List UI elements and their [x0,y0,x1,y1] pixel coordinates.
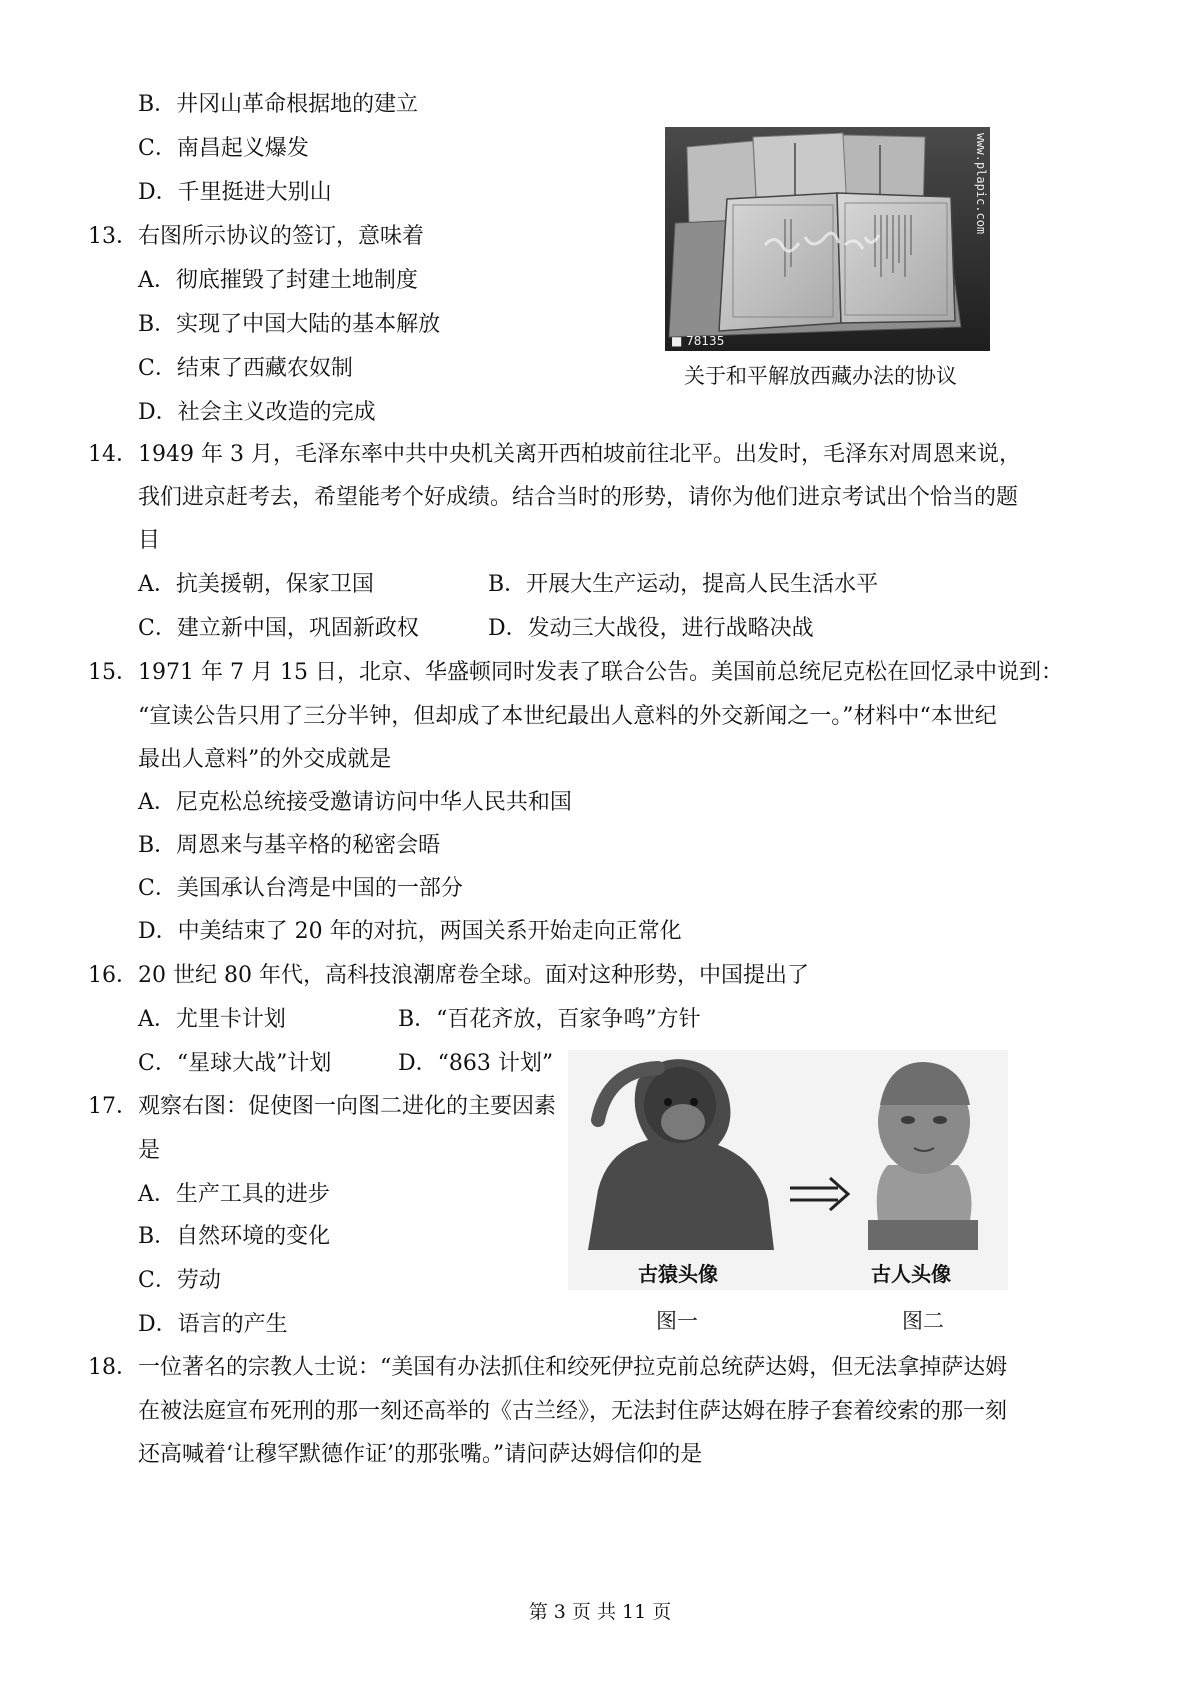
evolution-arrow-icon [790,1178,848,1210]
page-number: 第 3 页 共 11 页 [528,1601,672,1623]
evolution-figure [568,1050,1008,1290]
q13-option-b: B．实现了中国大陆的基本解放 [138,312,441,337]
q17-option-c: C．劳动 [138,1268,221,1293]
q18-stem-line1: 18．一位著名的宗教人士说：“美国有办法抓住和绞死伊拉克前总统萨达姆，但无法拿掉萨达姆 [88,1355,1008,1380]
early-human-bust-illustration [868,1062,978,1250]
q15-stem-line3: 最出人意料”的外交成就是 [138,747,392,772]
q16-option-b: B．“百花齐放，百家争鸣”方针 [398,1007,701,1032]
q13-option-d: D．社会主义改造的完成 [138,400,376,425]
q17-option-d: D．语言的产生 [138,1312,288,1337]
tibet-agreement-photo [665,127,990,351]
q14-option-b: B．开展大生产运动，提高人民生活水平 [488,572,879,597]
q13-stem: 13．右图所示协议的签订，意味着 [88,224,424,249]
q15-option-b: B．周恩来与基辛格的秘密会晤 [138,833,441,858]
q12-option-d: D．千里挺进大别山 [138,180,332,205]
side-watermark: www.plapic.com [974,133,988,235]
photo-id-label: ■ 78135 [671,334,725,348]
q16-option-d: D．“863 计划” [398,1051,554,1076]
tibet-agreement-caption: 关于和平解放西藏办法的协议 [684,364,957,388]
q12-option-c: C．南昌起义爆发 [138,136,309,161]
q17-option-b: B．自然环境的变化 [138,1224,331,1249]
q18-stem-line2: 在被法庭宣布死刑的那一刻还高举的《古兰经》，无法封住萨达姆在脖子套着绞索的那一刻 [138,1399,1008,1424]
q14-stem-line1: 14．1949 年 3 月，毛泽东率中共中央机关离开西柏坡前往北平。出发时，毛泽东对周恩来说， [88,442,1021,467]
q15-stem-line2: “宣读公告只用了三分半钟，但却成了本世纪最出人意料的外交新闻之一。”材料中“本世纪 [138,704,997,729]
q12-option-b: B．井冈山革命根据地的建立 [138,92,419,117]
q14-option-a: A．抗美援朝，保家卫国 [138,572,374,597]
q16-option-a: A．尤里卡计划 [138,1007,286,1032]
figure-one-caption: 图一 [656,1309,698,1333]
q15-option-a: A．尼克松总统接受邀请访问中华人民共和国 [138,790,572,815]
q15-option-d: D．中美结束了 20 年的对抗，两国关系开始走向正常化 [138,919,682,944]
q14-option-c: C．建立新中国，巩固新政权 [138,616,419,641]
q13-option-c: C．结束了西藏农奴制 [138,356,353,381]
q15-stem-line1: 15．1971 年 7 月 15 日，北京、华盛顿同时发表了联合公告。美国前总统尼克松在回忆录中说到： [88,660,1063,685]
q18-stem-line3: 还高喊着‘让穆罕默德作证’的那张嘴。”请问萨达姆信仰的是 [138,1442,703,1467]
ape-head-label: 古猿头像 [638,1262,718,1286]
figure-two-caption: 图二 [902,1309,944,1333]
q16-stem: 16．20 世纪 80 年代，高科技浪潮席卷全球。面对这种形势，中国提出了 [88,963,809,988]
q17-option-a: A．生产工具的进步 [138,1182,330,1207]
q14-stem-line3: 目 [138,528,161,553]
q14-stem-line2: 我们进京赶考去，希望能考个好成绩。结合当时的形势，请你为他们进京考试出个恰当的题 [138,485,1019,510]
q16-option-c: C．“星球大战”计划 [138,1051,332,1076]
ape-head-illustration [588,1059,774,1250]
q17-stem-line1: 17．观察右图：促使图一向图二进化的主要因素 [88,1094,556,1119]
q17-stem-line2: 是 [138,1138,161,1163]
q15-option-c: C．美国承认台湾是中国的一部分 [138,876,463,901]
q13-option-a: A．彻底摧毁了封建土地制度 [138,268,418,293]
human-head-label: 古人头像 [871,1262,951,1286]
q14-option-d: D．发动三大战役，进行战略决战 [488,616,814,641]
